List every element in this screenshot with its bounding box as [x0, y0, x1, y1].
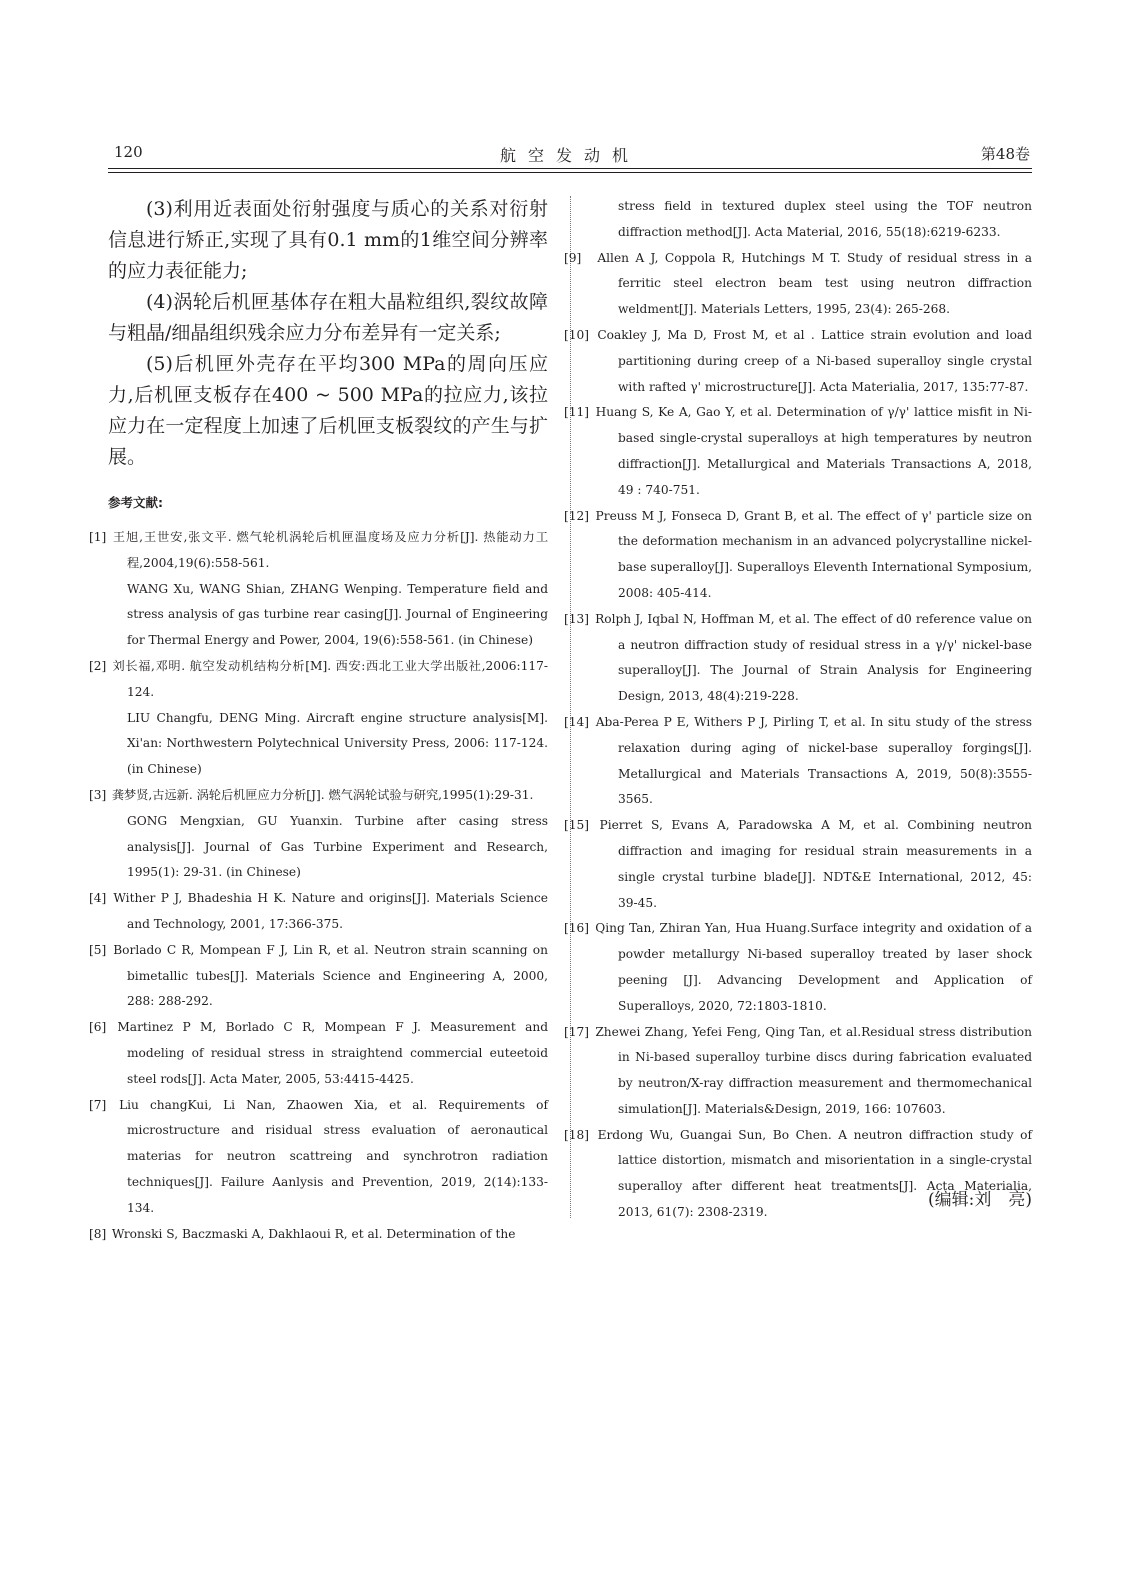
reference-item: [4] Wither P J, Bhadeshia H K. Nature and origins[J]. Materials Science and Technology, 2001, 17:366-375.: [89, 891, 548, 931]
reference-text: 王旭,王世安,张文平. 燃气轮机涡轮后机匣温度场及应力分析[J]. 热能动力工程,2004,19(6):558-561.: [112, 530, 549, 570]
reference-text: Wronski S, Baczmaski A, Dakhlaoui R, et al. Determination of the: [111, 1226, 516, 1241]
reference-text: 龚梦贤,古远新. 涡轮后机匣应力分析[J]. 燃气涡轮试验与研究,1995(1):29-31.: [111, 787, 534, 802]
header-rule-top: [108, 168, 1032, 169]
reference-text: Erdong Wu, Guangai Sun, Bo Chen. A neutron diffraction study of lattice distortion, mismatch and misorientation in a single-crystal superalloy after different heat treatments[J]. Acta Materialia, 2013, 61(7): 2308-2319.: [597, 1127, 1032, 1220]
header-rule-bottom: [108, 172, 1032, 173]
reference-item: [7] Liu changKui, Li Nan, Zhaowen Xia, et al. Requirements of microstructure and risidual stress evaluation of aeronautical materias for neutron scattreing and synchrotron radiation techniques[J]. Failure Aanlysis and Prevention, 2019, 2(14):133-134.: [89, 1097, 548, 1215]
reference-text: Martinez P M, Borlado C R, Mompean F J. Measurement and modeling of residual stress in straightend commercial euteetoid steel rods[J]. Acta Mater, 2005, 53:4415-4425.: [117, 1020, 549, 1086]
volume-label: 第48卷: [980, 145, 1030, 163]
journal-title: 航空发动机: [499, 146, 640, 165]
reference-translation: GONG Mengxian, GU Yuanxin. Turbine after casing stress analysis[J]. Journal of Gas Turbine Experiment and Research, 1995(1): 29-31. (in Chinese): [127, 813, 548, 880]
references-heading: 参考文献:: [108, 495, 163, 510]
reference-translation: LIU Changfu, DENG Ming. Aircraft engine structure analysis[M]. Xi'an: Northwestern Polytechnical University Press, 2006: 117-124. (in Chinese): [127, 710, 548, 777]
reference-item: [17] Zhewei Zhang, Yefei Feng, Qing Tan, et al.Residual stress distribution in Ni-based superalloy turbine discs during fabrication evaluated by neutron/X-ray diffraction measurement and thermomechanical simulation[J]. Materials&Design, 2019, 166: 107603.: [564, 1024, 1032, 1116]
column-divider: [570, 196, 571, 1218]
conclusion-paragraph: (3)利用近表面处衍射强度与质心的关系对衍射信息进行矫正,实现了具有0.1 mm的1维空间分辨率的应力表征能力;: [108, 198, 548, 282]
reference-translation: WANG Xu, WANG Shian, ZHANG Wenping. Temperature field and stress analysis of gas turbine rear casing[J]. Journal of Engineering for Thermal Energy and Power, 2004, 19(6):558-561. (in Chinese): [127, 581, 548, 648]
page-number: 120: [114, 143, 143, 161]
reference-list-left: [89, 525, 549, 1247]
reference-text: Coakley J, Ma D, Frost M, et al . Lattice strain evolution and load partitioning during creep of a Ni-based superalloy single crystal with rafted γ' microstructure[J]. Acta Materialia, 2017, 135:77-87.: [597, 327, 1032, 394]
conclusion-paragraph: (5)后机匣外壳存在平均300 MPa的周向压应力,后机匣支板存在400 ~ 500 MPa的拉应力,该拉应力在一定程度上加速了后机匣支板裂纹的产生与扩展。: [108, 353, 548, 468]
conclusion-paragraph: (4)涡轮后机匣基体存在粗大晶粒组织,裂纹故障与粗晶/细晶组织残余应力分布差异有一定关系;: [108, 291, 548, 344]
reference-item: [5] Borlado C R, Mompean F J, Lin R, et al. Neutron strain scanning on bimetallic tubes[J]. Materials Science and Engineering A, 2000, 288: 288-292.: [89, 942, 548, 1009]
reference-continuation: stress field in textured duplex steel using the TOF neutron diffraction method[J]. Acta Material, 2016, 55(18):6219-6233.: [618, 199, 1032, 239]
reference-item: [8] Wronski S, Baczmaski A, Dakhlaoui R, et al. Determination of the: [89, 1226, 516, 1241]
reference-item: [2] 刘长福,邓明. 航空发动机结构分析[M]. 西安:西北工业大学出版社,2006:117-124. LIU Changfu, DENG Ming. Aircraft engine structure analysis[M]. Xi'an: Northwestern Polytechnical University Press, 2006: 117-124. (in Chinese): [108, 654, 548, 783]
reference-text: Borlado C R, Mompean F J, Lin R, et al. Neutron strain scanning on bimetallic tubes[J]. Materials Science and Engineering A, 2000, 288: 288-292.: [113, 942, 548, 1009]
reference-text: Rolph J, Iqbal N, Hoffman M, et al. The effect of d0 reference value on a neutron diffraction study of residual stress in a γ/γ' nickel-base superalloy[J]. The Journal of Strain Analysis for Engineering Design, 2013, 48(4):219-228.: [595, 611, 1032, 704]
right-column: [564, 194, 1033, 1226]
reference-text: Zhewei Zhang, Yefei Feng, Qing Tan, et al.Residual stress distribution in Ni-based superalloy turbine discs during fabrication evaluated by neutron/X-ray diffraction measurement and thermomechanical simulation[J]. Materials&Design, 2019, 166: 107603.: [595, 1024, 1032, 1116]
reference-item: [12] Preuss M J, Fonseca D, Grant B, et al. The effect of γ' particle size on the deformation mechanism in an advanced polycrystalline nickel-base superalloy[J]. Superalloys Eleventh International Symposium, 2008: 405-414.: [564, 508, 1033, 600]
reference-text: Huang S, Ke A, Gao Y, et al. Determination of γ/γ' lattice misfit in Ni-based single-crystal superalloys at high temperatures by neutron diffraction[J]. Metallurgical and Materials Transactions A, 2018, 49 : 740-751.: [595, 405, 1033, 497]
editor-credit: (编辑:刘 亮): [928, 1190, 1032, 1210]
reference-text: Preuss M J, Fonseca D, Grant B, et al. The effect of γ' particle size on the deformation mechanism in an advanced polycrystalline nickel-base superalloy[J]. Superalloys Eleventh International Symposium, 2008: 405-414.: [595, 508, 1033, 600]
reference-item: [16] Qing Tan, Zhiran Yan, Hua Huang.Surface integrity and oxidation of a powder metallurgy Ni-based superalloy treated by laser shock peening [J]. Advancing Development and Application of Superalloys, 2020, 72:1803-1810.: [564, 921, 1033, 1013]
reference-text: Aba-Perea P E, Withers P J, Pirling T, et al. In situ study of the stress relaxation during aging of nickel-base superalloy forgings[J]. Metallurgical and Materials Transactions A, 2019, 50(8):3555-3565.: [595, 714, 1032, 807]
reference-item: [18] Erdong Wu, Guangai Sun, Bo Chen. A neutron diffraction study of lattice distortion, mismatch and misorientation in a single-crystal superalloy after different heat treatments[J]. Acta Materialia, 2013, 61(7): 2308-2319.: [564, 1127, 1032, 1220]
reference-text: Wither P J, Bhadeshia H K. Nature and origins[J]. Materials Science and Technology, 2001, 17:366-375.: [113, 891, 548, 931]
reference-item: [9] Allen A J, Coppola R, Hutchings M T. Study of residual stress in a ferritic steel electron beam test using neutron diffraction weldment[J]. Materials Letters, 1995, 23(4): 265-268.: [564, 250, 1033, 317]
reference-item: [10] Coakley J, Ma D, Frost M, et al . Lattice strain evolution and load partitioning during creep of a Ni-based superalloy single crystal with rafted γ' microstructure[J]. Acta Materialia, 2017, 135:77-87.: [564, 327, 1032, 394]
reference-text: Allen A J, Coppola R, Hutchings M T. Study of residual stress in a ferritic steel electron beam test using neutron diffraction weldment[J]. Materials Letters, 1995, 23(4): 265-268.: [597, 250, 1033, 317]
reference-item: [13] Rolph J, Iqbal N, Hoffman M, et al. The effect of d0 reference value on a neutron diffraction study of residual stress in a γ/γ' nickel-base superalloy[J]. The Journal of Strain Analysis for Engineering Design, 2013, 48(4):219-228.: [564, 611, 1032, 704]
reference-list-right: [564, 246, 1033, 1226]
reference-text: 刘长福,邓明. 航空发动机结构分析[M]. 西安:西北工业大学出版社,2006:117-124.: [112, 658, 549, 699]
reference-item: [3] 龚梦贤,古远新. 涡轮后机匣应力分析[J]. 燃气涡轮试验与研究,1995(1):29-31. GONG Mengxian, GU Yuanxin. Turbine after casing stress analysis[J]. Journal of Gas Turbine Experiment and Research, 1995(1): 29-31. (in Chinese): [108, 783, 548, 886]
reference-item: [14] Aba-Perea P E, Withers P J, Pirling T, et al. In situ study of the stress relaxation during aging of nickel-base superalloy forgings[J]. Metallurgical and Materials Transactions A, 2019, 50(8):3555-3565.: [564, 714, 1032, 807]
reference-item: [11] Huang S, Ke A, Gao Y, et al. Determination of γ/γ' lattice misfit in Ni-based single-crystal superalloys at high temperatures by neutron diffraction[J]. Metallurgical and Materials Transactions A, 2018, 49 : 740-751.: [564, 405, 1033, 497]
reference-item: [6] Martinez P M, Borlado C R, Mompean F J. Measurement and modeling of residual stress in straightend commercial euteetoid steel rods[J]. Acta Mater, 2005, 53:4415-4425.: [89, 1020, 549, 1086]
reference-text: Liu changKui, Li Nan, Zhaowen Xia, et al. Requirements of microstructure and risidual stress evaluation of aeronautical materias for neutron scattreing and synchrotron radiation techniques[J]. Failure Aanlysis and Prevention, 2019, 2(14):133-134.: [119, 1097, 548, 1215]
reference-item: [15] Pierret S, Evans A, Paradowska A M, et al. Combining neutron diffraction and imaging for residual strain measurements in a single crystal turbine blade[J]. NDT&E International, 2012, 45: 39-45.: [564, 818, 1033, 910]
running-header: [108, 143, 1032, 169]
reference-item: [1] 王旭,王世安,张文平. 燃气轮机涡轮后机匣温度场及应力分析[J]. 热能动力工程,2004,19(6):558-561. WANG Xu, WANG Shian, ZHANG Wenping. Temperature field and stress analysis of gas turbine rear casing[J]. Journal of Engineering for Thermal Energy and Power, 2004, 19(6):558-561. (in Chinese): [108, 525, 548, 654]
reference-text: Pierret S, Evans A, Paradowska A M, et al. Combining neutron diffraction and imaging for residual strain measurements in a single crystal turbine blade[J]. NDT&E International, 2012, 45: 39-45.: [599, 818, 1033, 910]
reference-text: Qing Tan, Zhiran Yan, Hua Huang.Surface integrity and oxidation of a powder metallurgy Ni-based superalloy treated by laser shock peening [J]. Advancing Development and Application of Superalloys, 2020, 72:1803-1810.: [595, 921, 1033, 1013]
left-column: [89, 194, 549, 1247]
